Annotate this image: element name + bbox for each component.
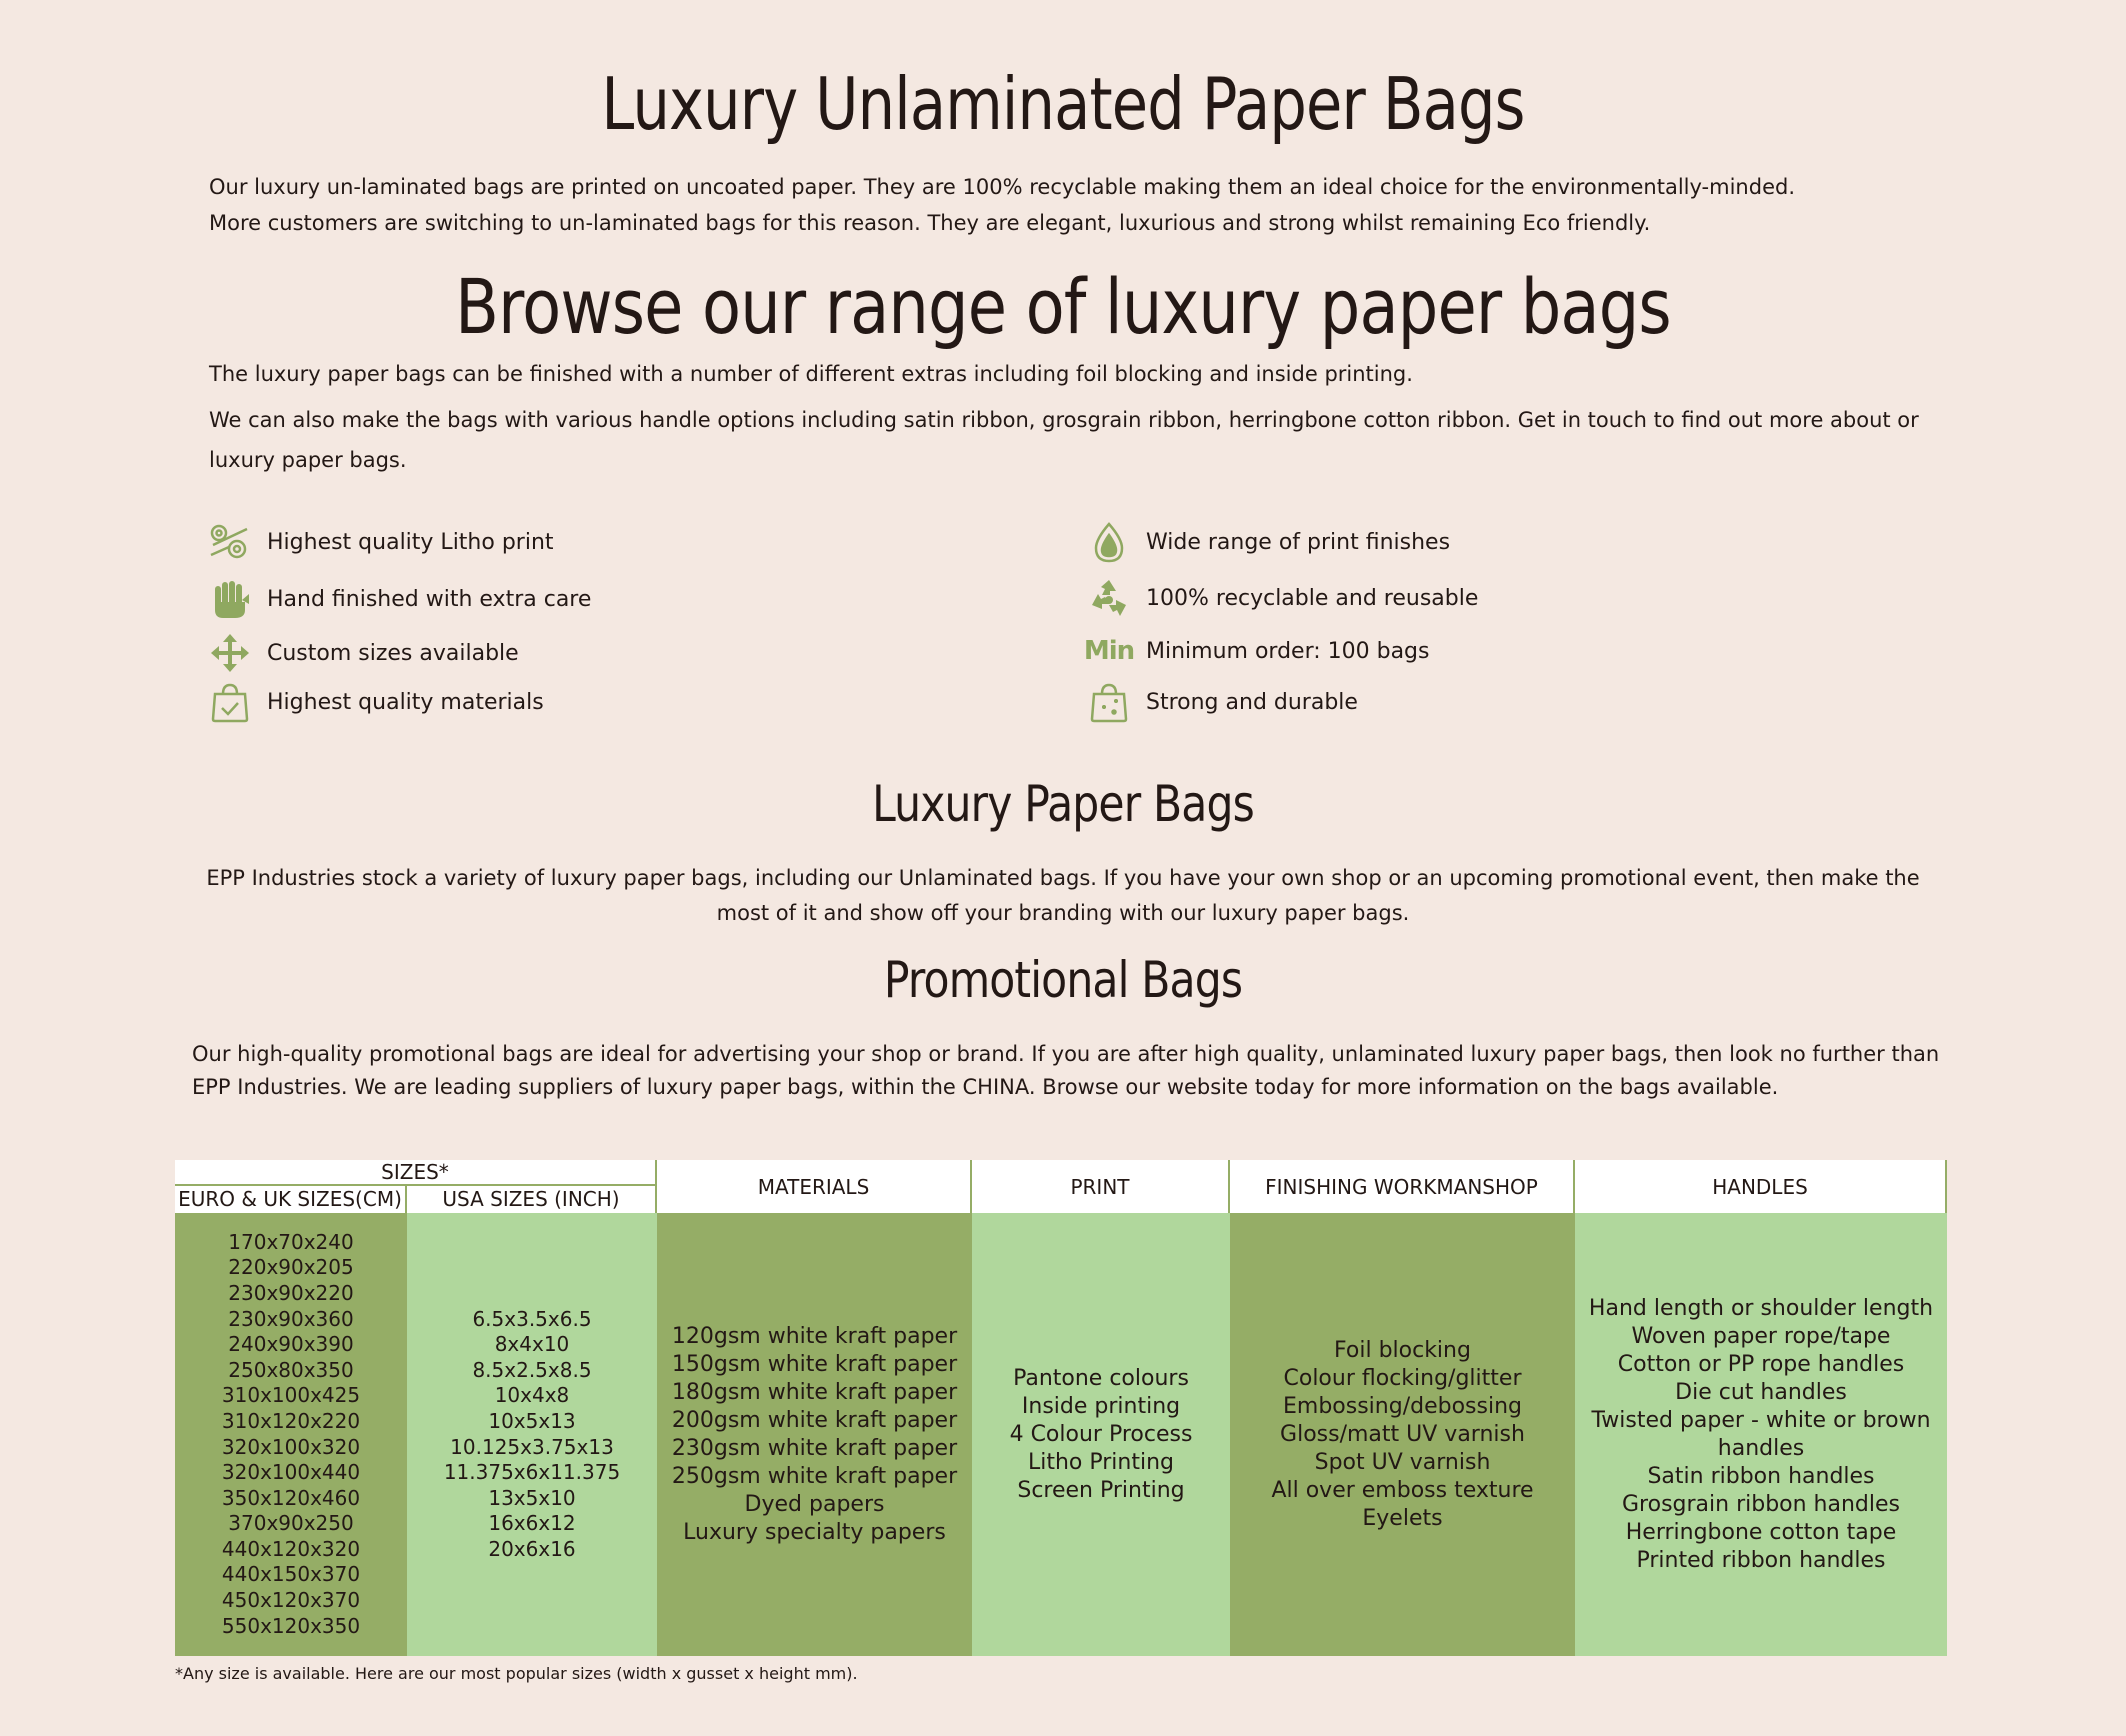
material-item: 120gsm white kraft paper — [671, 1323, 958, 1349]
euro-sizes-column — [175, 1213, 407, 1656]
finishing-item: Colour flocking/glitter — [1283, 1365, 1522, 1391]
handle-item: Die cut handles — [1675, 1379, 1847, 1405]
feature-label: Highest quality Litho print — [267, 529, 554, 555]
feature-label: Wide range of print finishes — [1146, 529, 1451, 555]
finishing-column — [1230, 1213, 1575, 1656]
euro-size-item: 440x120x320 — [221, 1536, 361, 1561]
feature-hand-finished — [209, 578, 591, 620]
finishing-item: Foil blocking — [1334, 1337, 1471, 1363]
feature-custom-sizes — [209, 632, 519, 674]
usa-size-item: 10x4x8 — [494, 1383, 570, 1408]
feature-label: 100% recyclable and reusable — [1146, 585, 1479, 611]
print-column — [972, 1213, 1230, 1656]
promo-text: Our high-quality promotional bags are ideal for advertising your shop or brand. If you are after high quality, unlaminated luxury paper bags, then look no further than EPP Industries. We are leading suppliers of luxury paper bags, within the CHINA. Browse our website today for more information on the bags available. — [192, 1042, 1940, 1099]
handle-item: Herringbone cotton tape — [1625, 1519, 1897, 1545]
euro-size-item: 230x90x360 — [228, 1306, 354, 1331]
handle-item: Woven paper rope/tape — [1631, 1323, 1891, 1349]
feature-label: Custom sizes available — [267, 640, 519, 666]
euro-size-item: 170x70x240 — [228, 1229, 354, 1254]
usa-size-item: 6.5x3.5x6.5 — [472, 1306, 592, 1331]
handle-item: Printed ribbon handles — [1636, 1547, 1886, 1573]
euro-size-item: 230x90x220 — [228, 1280, 354, 1305]
usa-size-item: 20x6x16 — [488, 1536, 576, 1561]
feature-label: Highest quality materials — [267, 689, 544, 715]
material-item: 250gsm white kraft paper — [671, 1463, 958, 1489]
finishing-item: Gloss/matt UV varnish — [1280, 1421, 1525, 1447]
header-materials: MATERIALS — [657, 1160, 970, 1213]
material-item: 180gsm white kraft paper — [671, 1379, 958, 1405]
handle-item: Grosgrain ribbon handles — [1622, 1491, 1900, 1517]
browse-line-1: The luxury paper bags can be finished with a number of different extras including foil blocking and inside printing. — [209, 362, 1413, 386]
euro-size-item: 310x100x425 — [221, 1383, 361, 1408]
finishing-item: Eyelets — [1362, 1505, 1443, 1531]
bag-check-icon — [209, 681, 251, 723]
browse-heading: Browse our range of luxury paper bags — [455, 262, 1671, 351]
feature-label: Strong and durable — [1146, 689, 1358, 715]
feature-print-finishes — [1088, 521, 1450, 563]
feature-litho-print — [209, 521, 554, 563]
footnote: *Any size is available. Here are our most popular sizes (width x gusset x height mm). — [175, 1664, 858, 1683]
recycle-icon — [1088, 577, 1130, 619]
luxury-heading: Luxury Paper Bags — [872, 775, 1254, 833]
finishing-item: All over emboss texture — [1271, 1477, 1534, 1503]
euro-size-item: 240x90x390 — [228, 1332, 354, 1357]
litho-print-icon — [209, 521, 251, 563]
feature-label: Hand finished with extra care — [267, 586, 592, 612]
material-item: 150gsm white kraft paper — [671, 1351, 958, 1377]
euro-size-item: 320x100x440 — [221, 1460, 361, 1485]
handle-item: Cotton or PP rope handles — [1617, 1351, 1905, 1377]
feature-recyclable — [1088, 577, 1478, 619]
euro-size-item: 320x100x320 — [221, 1434, 361, 1459]
handle-item: Satin ribbon handles — [1647, 1463, 1875, 1489]
material-item: Dyed papers — [744, 1491, 885, 1517]
page-title: Luxury Unlaminated Paper Bags — [601, 62, 1525, 146]
browse-line-2: We can also make the bags with various handle options including satin ribbon, grosgrain ribbon, herringbone cotton ribbon. Get in touch to find out more about or luxury paper bags. — [209, 408, 1919, 472]
intro-line-1: Our luxury un-laminated bags are printed on uncoated paper. They are 100% recyclable making them an ideal choice for the environmentally-minded. — [209, 175, 1795, 199]
header-sizes: SIZES* — [175, 1160, 655, 1184]
usa-sizes-column — [407, 1213, 657, 1656]
feature-quality-materials — [209, 681, 544, 723]
finishing-item: Embossing/debossing — [1283, 1393, 1522, 1419]
feature-strong-durable — [1088, 681, 1358, 723]
usa-size-item: 8x4x10 — [494, 1332, 570, 1357]
print-item: Inside printing — [1021, 1393, 1181, 1419]
materials-column — [657, 1213, 972, 1656]
header-usa-sizes: USA SIZES (INCH) — [407, 1185, 655, 1213]
material-item: 230gsm white kraft paper — [671, 1435, 958, 1461]
promo-heading: Promotional Bags — [883, 951, 1243, 1009]
product-spec-table — [175, 1160, 1947, 1656]
header-print: PRINT — [972, 1160, 1228, 1213]
bag-strong-icon — [1088, 681, 1130, 723]
usa-size-item: 8.5x2.5x8.5 — [472, 1357, 592, 1382]
euro-size-item: 550x120x350 — [221, 1613, 361, 1638]
euro-size-item: 220x90x205 — [228, 1255, 354, 1280]
euro-size-item: 310x120x220 — [221, 1408, 361, 1433]
drop-icon — [1088, 521, 1130, 563]
print-item: Litho Printing — [1027, 1449, 1175, 1475]
handles-column — [1575, 1213, 1947, 1656]
hand-icon — [209, 578, 251, 620]
usa-size-item: 13x5x10 — [488, 1485, 576, 1510]
euro-size-item: 440x150x370 — [221, 1562, 361, 1587]
arrows-expand-icon — [209, 632, 251, 674]
finishing-item: Spot UV varnish — [1314, 1449, 1491, 1475]
feature-minimum-order — [1083, 630, 1430, 672]
usa-size-item: 10.125x3.75x13 — [450, 1434, 614, 1459]
print-item: Pantone colours — [1013, 1365, 1189, 1391]
print-item: Screen Printing — [1017, 1477, 1185, 1503]
euro-size-item: 250x80x350 — [228, 1357, 354, 1382]
feature-label: Minimum order: 100 bags — [1146, 638, 1430, 664]
handle-item: Twisted paper - white or brown — [1591, 1407, 1931, 1433]
material-item: 200gsm white kraft paper — [671, 1407, 958, 1433]
euro-size-item: 350x120x460 — [221, 1485, 361, 1510]
intro-line-2: More customers are switching to un-laminated bags for this reason. They are elegant, luxurious and strong whilst remaining Eco friendly. — [209, 211, 1651, 235]
header-euro-sizes: EURO & UK SIZES(CM) — [175, 1185, 405, 1213]
luxury-text: EPP Industries stock a variety of luxury paper bags, including our Unlaminated bags. If you have your own shop or an upcoming promotional event, then make the most of it and show off your branding with our luxury paper bags. — [206, 866, 1920, 925]
euro-size-item: 450x120x370 — [221, 1588, 361, 1613]
euro-size-item: 370x90x250 — [228, 1511, 354, 1536]
material-item: Luxury specialty papers — [683, 1519, 946, 1545]
usa-size-item: 10x5x13 — [488, 1408, 576, 1433]
usa-size-item: 11.375x6x11.375 — [443, 1460, 621, 1485]
handle-item: Hand length or shoulder length — [1588, 1295, 1934, 1321]
usa-size-item: 16x6x12 — [488, 1511, 576, 1536]
min-icon: Min — [1083, 636, 1135, 666]
handle-item: handles — [1717, 1435, 1805, 1461]
header-handles: HANDLES — [1575, 1160, 1945, 1213]
print-item: 4 Colour Process — [1009, 1421, 1193, 1447]
header-finishing: FINISHING WORKMANSHOP — [1230, 1160, 1573, 1213]
